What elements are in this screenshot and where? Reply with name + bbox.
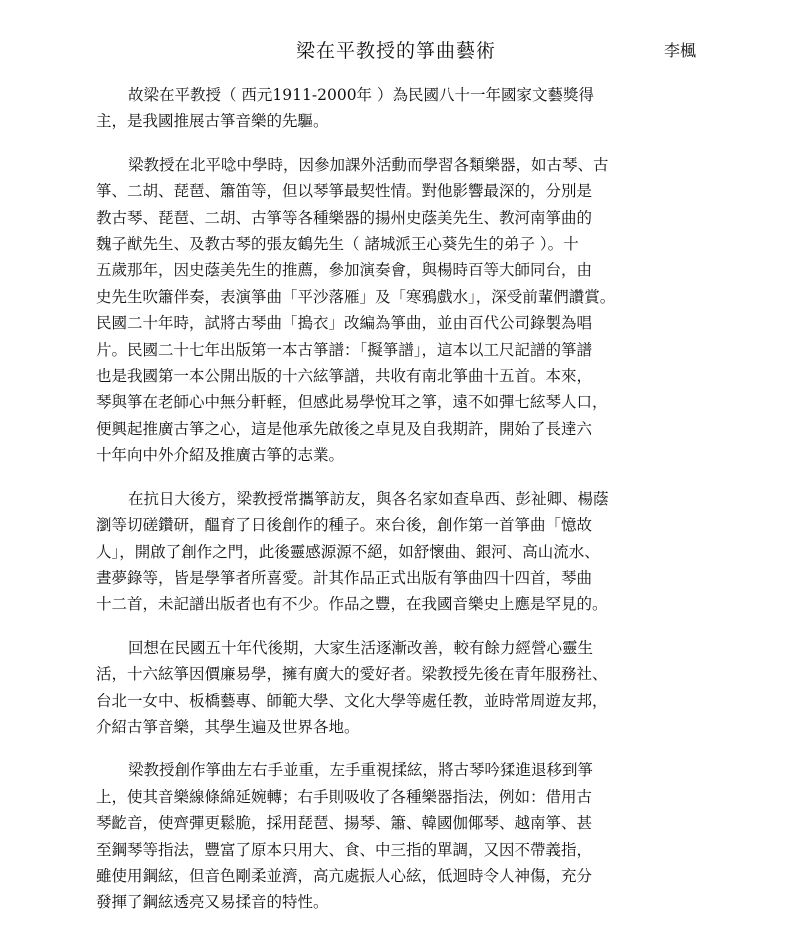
paragraph bbox=[96, 486, 696, 618]
document-body bbox=[96, 82, 696, 933]
text-line: 箏、二胡、琵琶、簫笛等，但以琴箏最契性情。對他影響最深的，分別是 bbox=[96, 182, 593, 201]
text-line: 活，十六絃箏因價廉易學，擁有廣大的愛好者。梁教授先後在青年服務社、 bbox=[96, 665, 608, 684]
text-line: 至鋼琴等指法，豐富了原本只用大、食、中三指的單調，又因不帶義指， bbox=[96, 840, 593, 859]
text-line: 魏子猷先生、及教古琴的張友鶴先生（ 諸城派王心葵先生的弟子 ）。十 bbox=[96, 235, 579, 254]
text-line: 主，是我國推展古箏音樂的先驅。 bbox=[96, 112, 329, 131]
text-line: 在抗日大後方，梁教授常攜箏訪友，與各名家如查阜西、彭祉卿、楊蔭 bbox=[128, 489, 609, 508]
text-line: 雖使用鋼絃，但音色剛柔並濟，高亢處振人心絃，低迴時令人神傷，充分 bbox=[96, 866, 593, 885]
text-line: 五歲那年，因史蔭美先生的推薦，參加演奏會，與楊時百等大師同台，由 bbox=[96, 261, 593, 280]
paragraph bbox=[96, 152, 696, 469]
text-line: 也是我國第一本公開出版的十六絃箏譜，共收有南北箏曲十五首。本來， bbox=[96, 367, 593, 386]
text-line: 發揮了鋼絃透亮又易揉音的特性。 bbox=[96, 893, 329, 912]
text-line: 故梁在平教授（ 西元1911-2000年 ）為民國八十一年國家文藝獎得 bbox=[128, 86, 594, 104]
text-line: 史先生吹簫伴奏，表演箏曲「平沙落雁」及「寒鴉戲水」，深受前輩們讚賞。 bbox=[96, 287, 616, 306]
text-line: 介紹古箏音樂，其學生遍及世界各地。 bbox=[96, 717, 360, 736]
text-line: 人」，開啟了創作之門，此後靈感源源不絕，如舒懷曲、銀河、高山流水、 bbox=[96, 542, 600, 561]
text-line: 片。民國二十七年出版第一本古箏譜：「擬箏譜」，這本以工尺記譜的箏譜 bbox=[96, 340, 593, 359]
text-line: 回想在民國五十年代後期，大家生活逐漸改善，較有餘力經營心靈生 bbox=[128, 638, 594, 657]
document-author: 李楓 bbox=[664, 41, 697, 60]
text-line: 台北一女中、板橋藝專、師範大學、文化大學等處任教，並時常周遊友邦， bbox=[96, 691, 608, 710]
text-line: 上，使其音樂線條綿延婉轉；右手則吸收了各種樂器指法，例如：借用古 bbox=[96, 787, 593, 806]
text-line: 民國二十年時，試將古琴曲「搗衣」改編為箏曲，並由百代公司錄製為唱 bbox=[96, 314, 593, 333]
paragraph bbox=[96, 635, 696, 741]
text-line: 十年向中外介紹及推廣古箏的志業。 bbox=[96, 446, 345, 465]
text-line: 教古琴、琵琶、二胡、古箏等各種樂器的揚州史蔭美先生、教河南箏曲的 bbox=[96, 208, 593, 227]
text-line: 梁教授創作箏曲左右手並重，左手重視揉絃，將古琴吟猱進退移到箏 bbox=[128, 761, 594, 780]
text-line: 梁教授在北平唸中學時，因參加課外活動而學習各類樂器，如古琴、古 bbox=[128, 155, 609, 174]
paragraph bbox=[96, 757, 696, 915]
text-line: 瀏等切磋鑽研，醞育了日後創作的種子。來台後，創作第一首箏曲「憶故 bbox=[96, 516, 593, 535]
text-line: 琴與箏在老師心中無分軒輊，但感此易學悅耳之箏，遠不如彈七絃琴人口， bbox=[96, 393, 608, 412]
text-line: 琴齕音，使齊彈更鬆脆，採用琵琶、揚琴、簫、韓國伽倻琴、越南箏、甚 bbox=[96, 814, 593, 833]
text-line: 便興起推廣古箏之心，這是他承先啟後之卓見及自我期許，開始了長達六 bbox=[96, 419, 593, 438]
paragraph bbox=[96, 82, 696, 135]
text-line: 十二首，未記譜出版者也有不少。作品之豐，在我國音樂史上應是罕見的。 bbox=[96, 595, 608, 614]
text-line: 晝夢錄等，皆是學箏者所喜愛。計其作品正式出版有箏曲四十四首，琴曲 bbox=[96, 568, 593, 587]
document-title: 梁在平教授的箏曲藝術 bbox=[295, 40, 496, 62]
